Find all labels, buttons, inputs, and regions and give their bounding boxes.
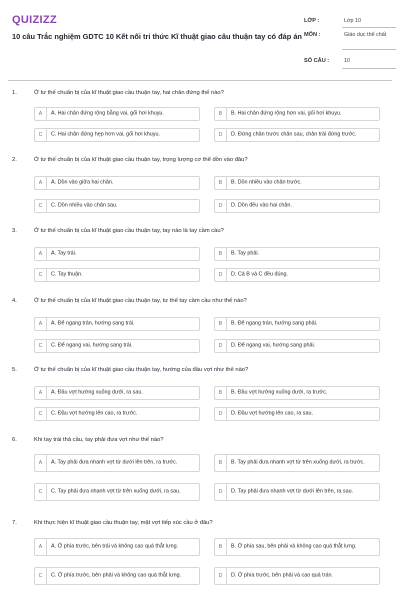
option-text: D. Cả B và C đều đúng. xyxy=(231,271,288,278)
option-text: C. Tay thuận. xyxy=(51,271,83,278)
option-d[interactable] xyxy=(214,407,380,421)
option-letter: B xyxy=(215,539,227,555)
question-number: 6. xyxy=(12,437,17,443)
option-text: D. Đứng chân trước chân sau, chân trái đứng trước. xyxy=(231,131,357,138)
divider xyxy=(342,68,396,69)
option-a[interactable] xyxy=(34,454,200,472)
header-divider xyxy=(8,80,392,81)
question-number: 3. xyxy=(12,228,17,234)
option-b[interactable] xyxy=(214,107,380,121)
option-text: B. Tay phải. xyxy=(231,250,260,257)
option-letter: C xyxy=(35,200,47,212)
option-letter: C xyxy=(35,269,47,281)
question-number: 7. xyxy=(12,520,17,526)
worksheet-header xyxy=(8,8,392,76)
option-letter: A xyxy=(35,318,47,330)
option-b[interactable] xyxy=(214,317,380,331)
question-number: 4. xyxy=(12,298,17,304)
option-text: A. Hai chân đứng rộng bằng vai, gối hơi khuỵu. xyxy=(51,110,164,117)
question-text: Ở tư thế chuẩn bị của kĩ thuật giao cầu thuận tay, hướng của đầu vợt như thế nào? xyxy=(34,367,249,373)
option-a[interactable] xyxy=(34,247,200,261)
option-letter: A xyxy=(35,248,47,260)
option-letter: C xyxy=(35,568,47,584)
question-1 xyxy=(10,90,390,150)
option-c[interactable] xyxy=(34,339,200,353)
question-number: 2. xyxy=(12,157,17,163)
question-2 xyxy=(10,157,390,217)
option-letter: D xyxy=(215,200,227,212)
option-letter: A xyxy=(35,177,47,189)
question-text: Khi thực hiện kĩ thuật giao cầu thuận tay, mặt vợt tiếp xúc cầu ở đâu? xyxy=(34,520,213,526)
option-text: C. Đầu vợt hướng lên cao, ra trước. xyxy=(51,410,138,417)
option-b[interactable] xyxy=(214,247,380,261)
question-text: Ở tư thế chuẩn bị của kĩ thuật giao cầu thuận tay, tay nào là tay cầm cầu? xyxy=(34,228,224,234)
option-letter: C xyxy=(35,408,47,420)
option-text: C. Ở phía trước, bên phải và không cao quá thắt lưng. xyxy=(51,572,182,579)
option-text: B. Ở phía sau, bên phải và không cao quá thắt lưng. xyxy=(231,543,357,550)
option-text: D. Ở phía trước, bên phải và cao quá trán. xyxy=(231,572,333,579)
option-text: C. Tay phải đưa nhanh vợt từ trên xuống dưới, ra sau. xyxy=(51,488,181,495)
option-letter: A xyxy=(35,387,47,399)
option-d[interactable] xyxy=(214,199,380,213)
option-a[interactable] xyxy=(34,176,200,190)
option-text: D. Dồn đều vào hai chân. xyxy=(231,202,292,209)
option-d[interactable] xyxy=(214,339,380,353)
meta-label: MÔN : xyxy=(304,32,321,38)
option-b[interactable] xyxy=(214,386,380,400)
option-c[interactable] xyxy=(34,268,200,282)
option-text: C. Hai chân đứng hẹp hơn vai, gối hơi khuỵu. xyxy=(51,131,160,138)
question-text: Ở tư thế chuẩn bị của kĩ thuật giao cầu thuận tay, tư thế tay cầm cầu như thế nào? xyxy=(34,298,247,304)
option-d[interactable] xyxy=(214,483,380,501)
option-text: D. Để ngang vai, hướng sang phải. xyxy=(231,342,316,349)
question-3 xyxy=(10,228,390,288)
option-letter: C xyxy=(35,340,47,352)
option-text: B. Hai chân đứng rộng hơn vai, gối hơi khuỵu. xyxy=(231,110,342,117)
question-6 xyxy=(10,437,390,511)
option-text: B. Đầu vợt hướng xuống dưới, ra trước. xyxy=(231,389,328,396)
option-a[interactable] xyxy=(34,386,200,400)
option-letter: B xyxy=(215,177,227,189)
option-c[interactable] xyxy=(34,567,200,585)
option-text: C. Dồn nhiều vào chân sau. xyxy=(51,202,118,209)
option-letter: D xyxy=(215,408,227,420)
question-text: Khi tay trái thả cầu, tay phải đưa vợt như thế nào? xyxy=(34,437,164,443)
option-letter: B xyxy=(215,387,227,399)
option-text: B. Dồn nhiều vào chân trước. xyxy=(231,179,302,186)
option-letter: D xyxy=(215,340,227,352)
option-c[interactable] xyxy=(34,128,200,142)
question-text: Ở tư thế chuẩn bị của kĩ thuật giao cầu thuận tay, hai chân đứng thế nào? xyxy=(34,90,224,96)
option-b[interactable] xyxy=(214,176,380,190)
option-letter: D xyxy=(215,269,227,281)
question-text: Ở tư thế chuẩn bị của kĩ thuật giao cầu thuận tay, trọng lượng cơ thể dồn vào đâu? xyxy=(34,157,248,163)
option-letter: D xyxy=(215,484,227,500)
option-letter: C xyxy=(35,484,47,500)
option-d[interactable] xyxy=(214,128,380,142)
meta-value: 10 xyxy=(344,58,350,64)
option-b[interactable] xyxy=(214,538,380,556)
option-a[interactable] xyxy=(34,538,200,556)
option-text: B. Để ngang trán, hướng sang phải. xyxy=(231,320,318,327)
option-text: C. Để ngang vai, hướng sang trái. xyxy=(51,342,133,349)
option-letter: B xyxy=(215,248,227,260)
option-text: A. Đầu vợt hướng xuống dưới, ra sau. xyxy=(51,389,143,396)
option-text: D. Đầu vợt hướng lên cao, ra sau. xyxy=(231,410,313,417)
option-text: A. Tay phải đưa nhanh vợt từ dưới lên trên, ra trước. xyxy=(51,459,178,466)
option-letter: A xyxy=(35,539,47,555)
option-text: D. Tay phải đưa nhanh vợt từ dưới lên trên, ra sau. xyxy=(231,488,354,495)
meta-value: Giáo dục thể chất xyxy=(344,32,387,38)
document-title: 10 câu Trắc nghiệm GDTC 10 Kết nối tri thức Kĩ thuật giao câu thuận tay có đáp án xyxy=(12,32,302,41)
option-a[interactable] xyxy=(34,107,200,121)
option-c[interactable] xyxy=(34,407,200,421)
option-c[interactable] xyxy=(34,199,200,213)
option-letter: C xyxy=(35,129,47,141)
option-d[interactable] xyxy=(214,567,380,585)
quizizz-logo: QUIZIZZ xyxy=(12,14,57,26)
meta-label: LỚP : xyxy=(304,18,320,24)
meta-value: Lớp 10 xyxy=(344,18,362,24)
option-letter: B xyxy=(215,318,227,330)
meta-label: SỐ CÂU : xyxy=(304,58,330,64)
option-letter: D xyxy=(215,568,227,584)
option-text: A. Dồn vào giữa hai chân. xyxy=(51,179,114,186)
option-text: A. Tay trái. xyxy=(51,250,77,257)
question-4 xyxy=(10,298,390,358)
option-c[interactable] xyxy=(34,483,200,501)
question-number: 5. xyxy=(12,367,17,373)
divider xyxy=(342,49,396,50)
option-b[interactable] xyxy=(214,454,380,472)
option-text: B. Tay phải đưa nhanh vợt từ trên xuống dưới, ra trước. xyxy=(231,459,365,466)
question-number: 1. xyxy=(12,90,17,96)
option-letter: B xyxy=(215,108,227,120)
divider xyxy=(342,27,396,28)
option-letter: D xyxy=(215,129,227,141)
option-text: A. Để ngang trán, hướng sang trái. xyxy=(51,320,135,327)
option-a[interactable] xyxy=(34,317,200,331)
option-d[interactable] xyxy=(214,268,380,282)
option-letter: B xyxy=(215,455,227,471)
option-letter: A xyxy=(35,455,47,471)
question-7 xyxy=(10,520,390,594)
question-5 xyxy=(10,367,390,427)
option-text: A. Ở phía trước, bên trái và không cao quá thắt lưng. xyxy=(51,543,179,550)
option-letter: A xyxy=(35,108,47,120)
